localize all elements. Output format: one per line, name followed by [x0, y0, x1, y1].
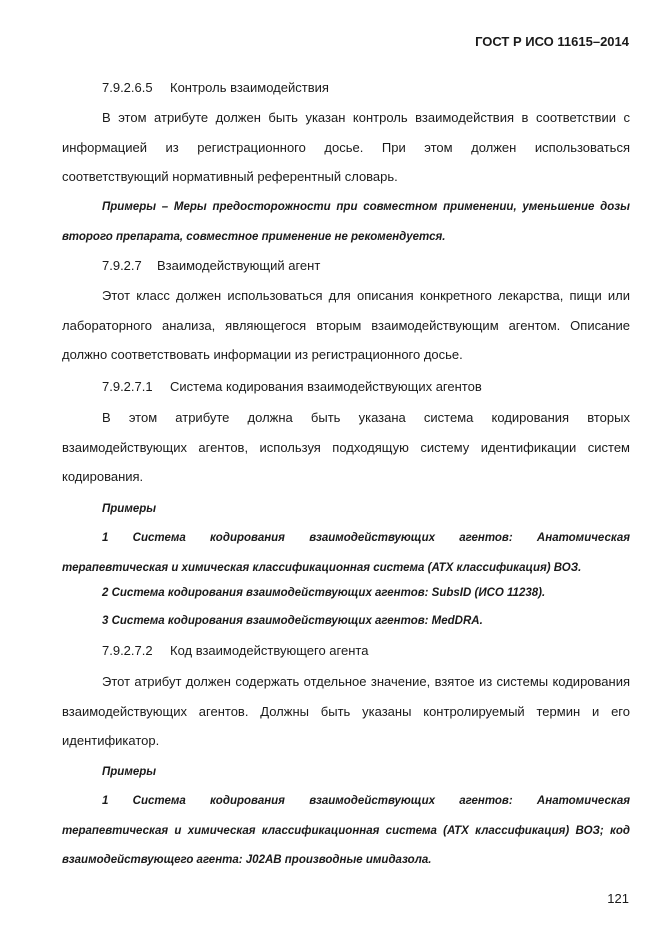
example-note-precautions: Примеры – Меры предосторожности при совместном применении, уменьшение дозы второго препарата, совместное применение не рекомендуется. — [62, 201, 630, 243]
document-header: ГОСТ Р ИСО 11615–2014 — [475, 34, 629, 49]
example-item-1: 1 Система кодирования взаимодействующих агентов: Анатомическая терапевтическая и химическая классификационная система (АТХ классификация) ВОЗ. — [62, 532, 630, 574]
example-item-2: 2 Система кодирования взаимодействующих агентов: SubsID (ИСО 11238). — [102, 587, 546, 599]
section-number: 7.9.2.7.2 — [102, 643, 153, 658]
paragraph-interacting-agent: Этот класс должен использоваться для описания конкретного лекарства, пищи или лабораторного анализа, являющегося вторым взаимодействующим агентом. Описание должно соответствовать информации из регистрационного досье. — [62, 288, 630, 363]
paragraph-interaction-control: В этом атрибуте должен быть указан контроль взаимодействия в соответствии с информацией из регистрационного досье. При этом должен использоваться соответствующий нормативный референтный словарь. — [62, 110, 630, 185]
section-title: Взаимодействующий агент — [157, 258, 321, 273]
section-heading-7-9-2-6-5 — [102, 73, 329, 103]
section-title: Система кодирования взаимодействующих агентов — [170, 379, 482, 394]
section-heading-7-9-2-7 — [102, 251, 320, 281]
section-number: 7.9.2.7 — [102, 258, 142, 273]
example-item-3: 3 Система кодирования взаимодействующих агентов: MedDRA. — [102, 615, 483, 627]
section-title: Контроль взаимодействия — [170, 80, 329, 95]
section-heading-7-9-2-7-1 — [102, 372, 482, 402]
section-title: Код взаимодействующего агента — [170, 643, 369, 658]
example-item-1: 1 Система кодирования взаимодействующих агентов: Анатомическая терапевтическая и химическая классификационная система (АТХ классификация) ВОЗ; код взаимодействующего агента: J02AB производные имидазола. — [62, 795, 630, 867]
section-heading-7-9-2-7-2 — [102, 636, 368, 666]
examples-heading: Примеры — [102, 503, 157, 515]
paragraph-agent-code: Этот атрибут должен содержать отдельное значение, взятое из системы кодирования взаимодействующих агентов. Должны быть указаны контролируемый термин и его идентификатор. — [62, 674, 630, 749]
section-number: 7.9.2.6.5 — [102, 80, 153, 95]
page-number: 121 — [607, 891, 629, 906]
paragraph-coding-system: В этом атрибуте должна быть указана система кодирования вторых взаимодействующих агентов, используя подходящую систему идентификации систем кодирования. — [62, 410, 630, 485]
examples-heading: Примеры — [102, 766, 157, 778]
section-number: 7.9.2.7.1 — [102, 379, 153, 394]
